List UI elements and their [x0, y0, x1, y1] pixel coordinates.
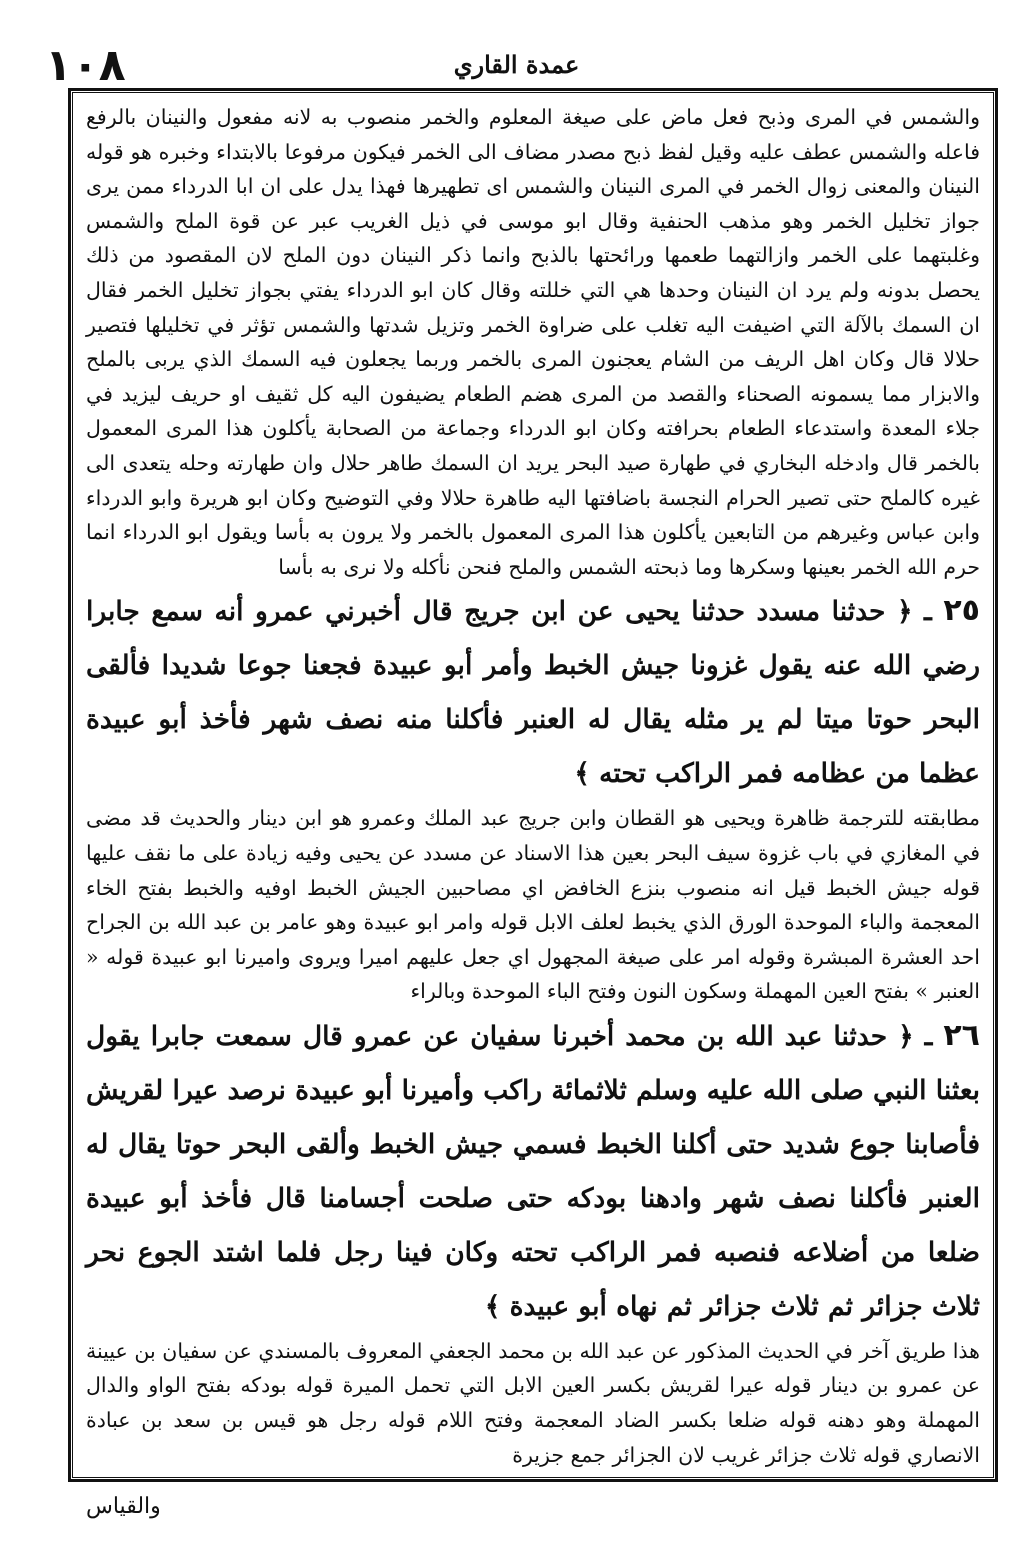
commentary-paragraph: والشمس في المرى وذبح فعل ماض على صيغة المعلوم والخمر منصوب به لانه مفعول والنينان بالرفع فاعله والشمس عطف عليه وقيل لفظ ذبح مصدر مضاف الى الخمر فيكون مرفوعا بالابتداء وخبره هو قوله النينان والمعنى زوال الخمر في المرى النينان والشمس اى تطهيرها فهذا يدل على ان ابا الدرداء ممن يرى جواز تخليل الخمر وهو مذهب الحنفية وقال ابو موسى في ذيل الغريب عبر عن قوة الملح والشمس وغلبتهما على الخمر وازالتهما طعمها ورائحتها بالذبح وانما ذكر النينان دون الملح لان المقصود من ذلك يحصل بدونه ولم يرد ان النينان وحدها هي التي خللته وقال كان ابو الدرداء يفتي بجواز تخليل الخمر فقال ان السمك بالآلة التي اضيفت اليه تغلب على ضراوة الخمر وتزيل شدتها والشمس تؤثر في تخليلها فتصير حلالا قال وكان اهل الريف من الشام يعجنون المرى بالخمر وربما يجعلون فيه السمك الذي يربى بالملح والابزار مما يسمونه الصحناء والقصد من المرى هضم الطعام يضيفون اليه كل ثقيف او حريف ليزيد في جلاء المعدة واستدعاء الطعام بحرافته وكان ابو الدرداء وجماعة من الصحابة يأكلون هذا المرى المعمول بالخمر قال وادخله البخاري في طهارة صيد البحر يريد ان السمك طاهر حلال وان طهارته وحله يتعدى الى غيره كالملح حتى تصير الحرام النجسة باضافتها اليه طاهرة حلالا وفي التوضيح وكان ابو هريرة وابو الدرداء وابن عباس وغيرهم من التابعين يأكلون هذا المرى المعمول بالخمر ولا يرون به بأسا ويقول ابو الدرداء انما حرم الله الخمر بعينها وسكرها وما ذبحته الشمس والملح فنحن نأكله ولا نرى به بأسا	[86, 105, 980, 579]
catchword: والقياس	[86, 1494, 161, 1519]
hadith-text: ﴿ حدثنا مسدد حدثنا يحيى عن ابن جريج قال أخبرني عمرو أنه سمع جابرا رضي الله عنه يقول غزونا جيش الخبط وأمر أبو عبيدة فجعنا جوعا شديدا فألقى البحر حوتا ميتا لم ير مثله يقال له العنبر فأكلنا منه نصف شهر فأخذ أبو عبيدة عظما من عظامه فمر الراكب تحته ﴾	[86, 596, 980, 790]
commentary-paragraph: هذا طريق آخر في الحديث المذكور عن عبد الله بن محمد الجعفي المعروف بالمسندي عن سفيان بن عيينة عن عمرو بن دينار قوله عيرا لقريش بكسر العين الابل التي تحمل الميرة قوله بودكه بفتح الواو والدال المهملة وهو دهنه قوله ضلعا بكسر الضاد المعجمة وفتح اللام قوله رجل هو قيس بن سعد بن عبادة الانصاري قوله ثلاث جزائر غريب لان الجزائر جمع جزيرة	[86, 1338, 980, 1467]
page-number: ١٠٨	[45, 40, 126, 91]
commentary-paragraph: مطابقته للترجمة ظاهرة ويحيى هو القطان وابن جريج عبد الملك وعمرو هو ابن دينار والحديث قد مضى في المغازي في باب غزوة سيف البحر بعين هذا الاسناد عن مسدد عن يحيى وفيه زيادة على ما نقف عليها قوله جيش الخبط قيل انه منصوب بنزع الخافض اي مصاحبين الجيش الخبط اوفيه والخبط بفتح الخاء المعجمة والباء الموحدة الورق الذي يخبط لعلف الابل قوله وامر ابو عبيدة وهو عامر بن عبد الله بن الجراح احد العشرة المبشرة وقوله امر على صيغة المجهول اي جعل عليهم اميرا ويروى واميرنا ابو عبيدة قوله « العنبر » بفتح العين المهملة وسكون النون وفتح الباء الموحدة وبالراء	[86, 806, 980, 1004]
hadith-number: ٢٥	[943, 593, 980, 629]
page-body	[86, 100, 980, 1472]
running-title: عمدة القاري	[453, 50, 580, 79]
hadith-25: ٢٥ ـ ﴿ حدثنا مسدد حدثنا يحيى عن ابن جريج قال أخبرني عمرو أنه سمع جابرا رضي الله عنه يقول غزونا جيش الخبط وأمر أبو عبيدة فجعنا جوعا شديدا فألقى البحر حوتا ميتا لم ير مثله يقال له العنبر فأكلنا منه نصف شهر فأخذ أبو عبيدة عظما من عظامه فمر الراكب تحته ﴾	[86, 593, 980, 790]
hadith-number: ٢٦	[943, 1017, 980, 1053]
hadith-26: ٢٦ ـ ﴿ حدثنا عبد الله بن محمد أخبرنا سفيان عن عمرو قال سمعت جابرا يقول بعثنا النبي صلى الله عليه وسلم ثلاثمائة راكب وأميرنا أبو عبيدة نرصد عيرا لقريش فأصابنا جوع شديد حتى أكلنا الخبط فسمي جيش الخبط وألقى البحر حوتا يقال له العنبر فأكلنا نصف شهر وادهنا بودكه حتى صلحت أجسامنا قال فأخذ أبو عبيدة ضلعا من أضلاعه فنصبه فمر الراكب تحته وكان فينا رجل فلما اشتد الجوع نحر ثلاث جزائر ثم ثلاث جزائر ثم نهاه أبو عبيدة ﴾	[86, 1017, 980, 1322]
hadith-text: ﴿ حدثنا عبد الله بن محمد أخبرنا سفيان عن عمرو قال سمعت جابرا يقول بعثنا النبي صلى الله عليه وسلم ثلاثمائة راكب وأميرنا أبو عبيدة نرصد عيرا لقريش فأصابنا جوع شديد حتى أكلنا الخبط فسمي جيش الخبط وألقى البحر حوتا يقال له العنبر فأكلنا نصف شهر وادهنا بودكه حتى صلحت أجسامنا قال فأخذ أبو عبيدة ضلعا من أضلاعه فنصبه فمر الراكب تحته وكان فينا رجل فلما اشتد الجوع نحر ثلاث جزائر ثم ثلاث جزائر ثم نهاه أبو عبيدة ﴾	[86, 1020, 980, 1322]
